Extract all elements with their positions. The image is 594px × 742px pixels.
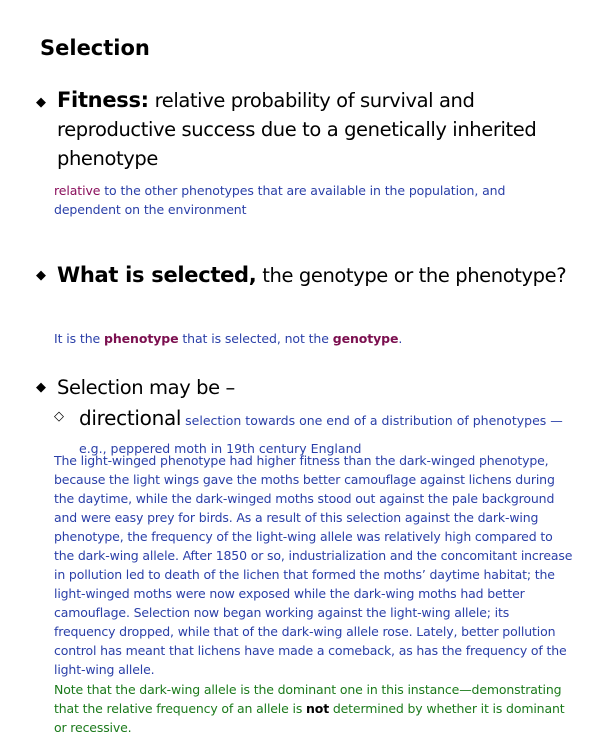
fitness-note-rest: to the other phenotypes that are available in the population, and dependent on the environment — [54, 183, 506, 217]
note-genotype: genotype — [332, 331, 399, 346]
what-selected-rest: the genotype or the phenotype? — [256, 264, 567, 287]
fitness-note — [54, 181, 574, 219]
dominance-note-not: not — [306, 701, 330, 716]
dominance-note — [54, 680, 574, 737]
bullet-fitness: ◆ — [36, 95, 46, 110]
note-text-c: . — [398, 331, 403, 346]
bullet-selection-may-be: ◆ — [36, 380, 46, 395]
bullet-what-selected: ◆ — [36, 268, 46, 283]
note-text-a: It is the — [54, 331, 105, 346]
fitness-text: relative probability of survival and reproductive success due to a genetically inherited phenotype — [57, 89, 537, 170]
directional-desc: selection towards one end of a distribution of phenotypes —e.g., peppered moth in 19th century England — [79, 413, 563, 456]
peppered-moth-paragraph: The light-winged phenotype had higher fitness than the dark-winged phenotype, because the light wings gave the moths better camouflage against lichens during the daytime, while the dark-winged moths stood out against the pale background and were easy prey for birds. As a result of this selection against the dark-wing phenotype, the frequency of the light-wing allele was relatively high compared to the dark-wing allele. After 1850 or so, industrialization and the concomitant increase in pollution led to death of the lichen that formed the moths’ daytime habitat; the light-winged moths were now exposed while the dark-wing moths had better camouflage. Selection now began working against the light-wing allele; its frequency dropped, while that of the dark-wing allele rose. Lately, better pollution control has meant that lichens have made a comeback, as has the frequency of the light-wing allele. — [54, 453, 573, 677]
directional-word: directional — [79, 406, 182, 430]
dominance-note-a: Note that the dark-wing allele is the dominant one in this instance—demonstrating that the relative frequency of an allele is — [54, 682, 562, 716]
page-title: Selection — [40, 36, 150, 60]
dominance-note-b: determined by whether it is dominant or recessive. — [54, 701, 565, 735]
what-selected-term: What is selected, — [57, 263, 257, 287]
sub-bullet-directional: ◇ — [54, 409, 64, 424]
fitness-definition — [57, 86, 577, 173]
fitness-term: Fitness: — [57, 88, 149, 112]
selection-may-be-label: Selection may be – — [57, 376, 235, 399]
what-selected-note — [54, 329, 574, 348]
note-phenotype: phenotype — [104, 331, 179, 346]
what-selected-question — [57, 261, 577, 290]
note-text-b: that is selected, not the — [178, 331, 333, 346]
fitness-note-keyword: relative — [54, 183, 101, 198]
